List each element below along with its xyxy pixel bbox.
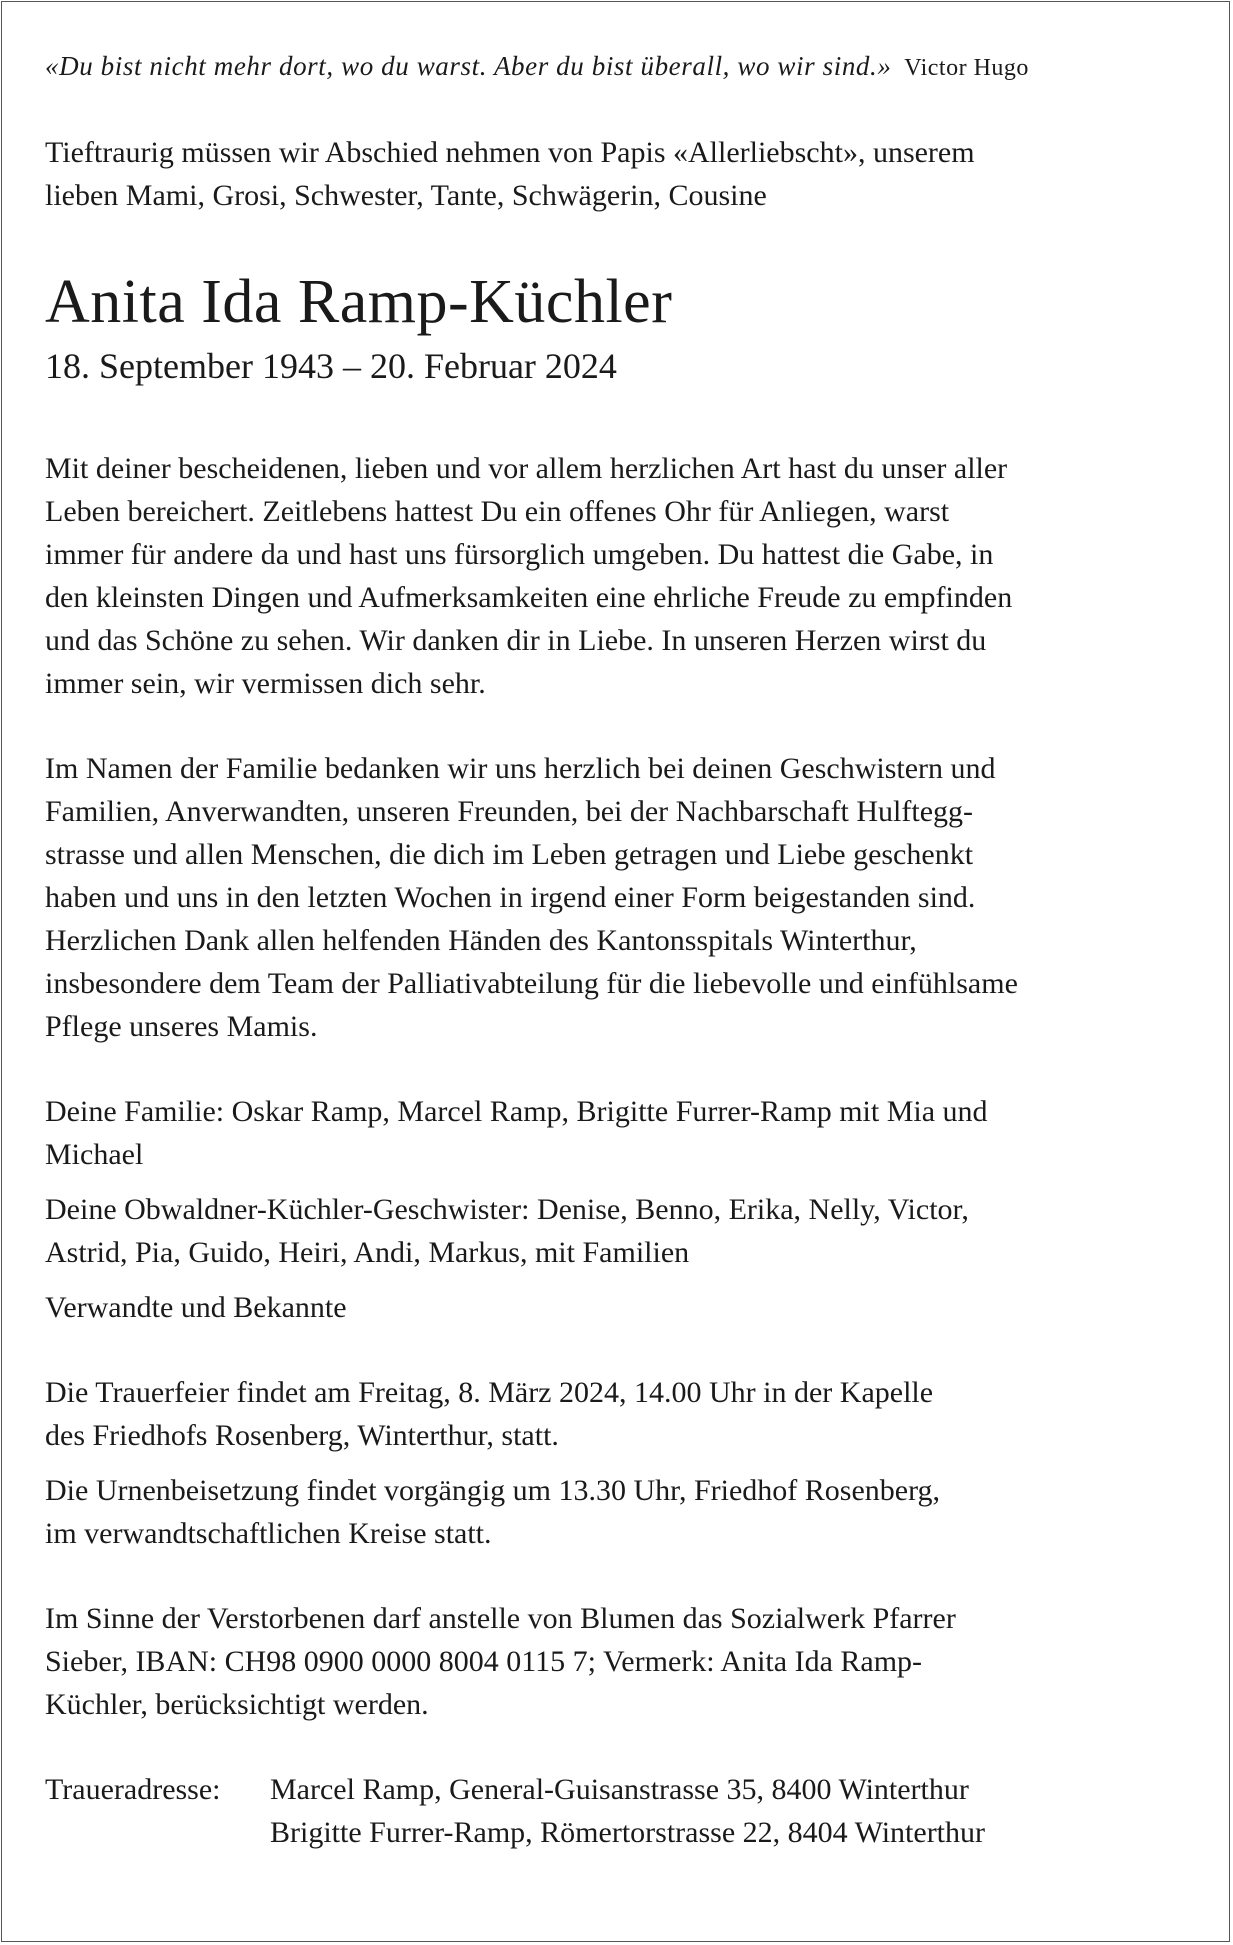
text-line: im verwandtschaftlichen Kreise statt. (45, 1517, 492, 1550)
address-line: Marcel Ramp, General-Guisanstrasse 35, 8400 Winterthur (270, 1773, 969, 1806)
mourning-address (45, 1768, 1195, 1854)
siblings-line (45, 1188, 1195, 1274)
text-line: Tieftraurig müssen wir Abschied nehmen von Papis «Allerliebscht», unserem (45, 136, 975, 169)
text-line: Mit deiner bescheidenen, lieben und vor allem herzlichen Art hast du unser aller (45, 452, 1008, 485)
text-line: Leben bereichert. Zeitlebens hattest Du ein offenes Ohr für Anliegen, warst (45, 495, 950, 528)
ceremony-info (45, 1371, 1195, 1457)
text-line: Deine Familie: Oskar Ramp, Marcel Ramp, Brigitte Furrer-Ramp mit Mia und (45, 1095, 988, 1128)
donation-info (45, 1597, 1195, 1726)
notice-content (45, 46, 1195, 1854)
text-line: Im Namen der Familie bedanken wir uns herzlich bei deinen Geschwistern und (45, 752, 996, 785)
intro-text (45, 131, 1195, 217)
text-line: und das Schöne zu sehen. Wir danken dir in Liebe. In unseren Herzen wirst du (45, 624, 987, 657)
text-line: immer für andere da und hast uns fürsorglich umgeben. Du hattest die Gabe, in (45, 538, 994, 571)
burial-info (45, 1469, 1195, 1555)
text-line: Die Trauerfeier findet am Freitag, 8. März 2024, 14.00 Uhr in der Kapelle (45, 1376, 934, 1409)
text-line: den kleinsten Dingen und Aufmerksamkeiten eine ehrliche Freude zu empfinden (45, 581, 1013, 614)
relatives-line (45, 1286, 1195, 1329)
text-line: Pflege unseres Mamis. (45, 1010, 318, 1043)
quote-text: «Du bist nicht mehr dort, wo du warst. Aber du bist überall, wo wir sind.» (45, 51, 892, 81)
quote-author: Victor Hugo (904, 55, 1029, 81)
obituary-notice (1, 1, 1230, 1942)
deceased-name: Anita Ida Ramp-Küchler (45, 268, 673, 336)
text-line: immer sein, wir vermissen dich sehr. (45, 667, 486, 700)
epigraph-quote (45, 46, 1195, 88)
text-line: Familien, Anverwandten, unseren Freunden, bei der Nachbarschaft Hulftegg- (45, 795, 974, 828)
life-dates: 18. September 1943 – 20. Februar 2024 (45, 346, 617, 386)
address-lines (270, 1768, 985, 1854)
text-line: Deine Obwaldner-Küchler-Geschwister: Denise, Benno, Erika, Nelly, Victor, (45, 1193, 969, 1226)
text-line: lieben Mami, Grosi, Schwester, Tante, Schwägerin, Cousine (45, 179, 767, 212)
text-line: des Friedhofs Rosenberg, Winterthur, statt. (45, 1419, 559, 1452)
address-line: Brigitte Furrer-Ramp, Römertorstrasse 22, 8404 Winterthur (270, 1816, 986, 1849)
text-line: strasse und allen Menschen, die dich im Leben getragen und Liebe geschenkt (45, 838, 974, 871)
text-line: Im Sinne der Verstorbenen darf anstelle von Blumen das Sozialwerk Pfarrer (45, 1602, 956, 1635)
text-line: Sieber, IBAN: CH98 0900 0000 8004 0115 7; Vermerk: Anita Ida Ramp- (45, 1645, 923, 1678)
family-line (45, 1090, 1195, 1176)
text-line: Küchler, berücksichtigt werden. (45, 1688, 429, 1721)
thanks-paragraph (45, 747, 1195, 1048)
text-line: Herzlichen Dank allen helfenden Händen des Kantonsspitals Winterthur, (45, 924, 917, 957)
text-line: Verwandte und Bekannte (45, 1291, 347, 1324)
text-line: insbesondere dem Team der Palliativabteilung für die liebevolle und einfühlsame (45, 967, 1018, 1000)
address-label: Traueradresse: (45, 1773, 221, 1806)
text-line: Astrid, Pia, Guido, Heiri, Andi, Markus, mit Familien (45, 1236, 690, 1269)
text-line: Michael (45, 1138, 144, 1171)
text-line: Die Urnenbeisetzung findet vorgängig um 13.30 Uhr, Friedhof Rosenberg, (45, 1474, 941, 1507)
tribute-paragraph (45, 447, 1195, 705)
text-line: haben und uns in den letzten Wochen in irgend einer Form beigestanden sind. (45, 881, 976, 914)
